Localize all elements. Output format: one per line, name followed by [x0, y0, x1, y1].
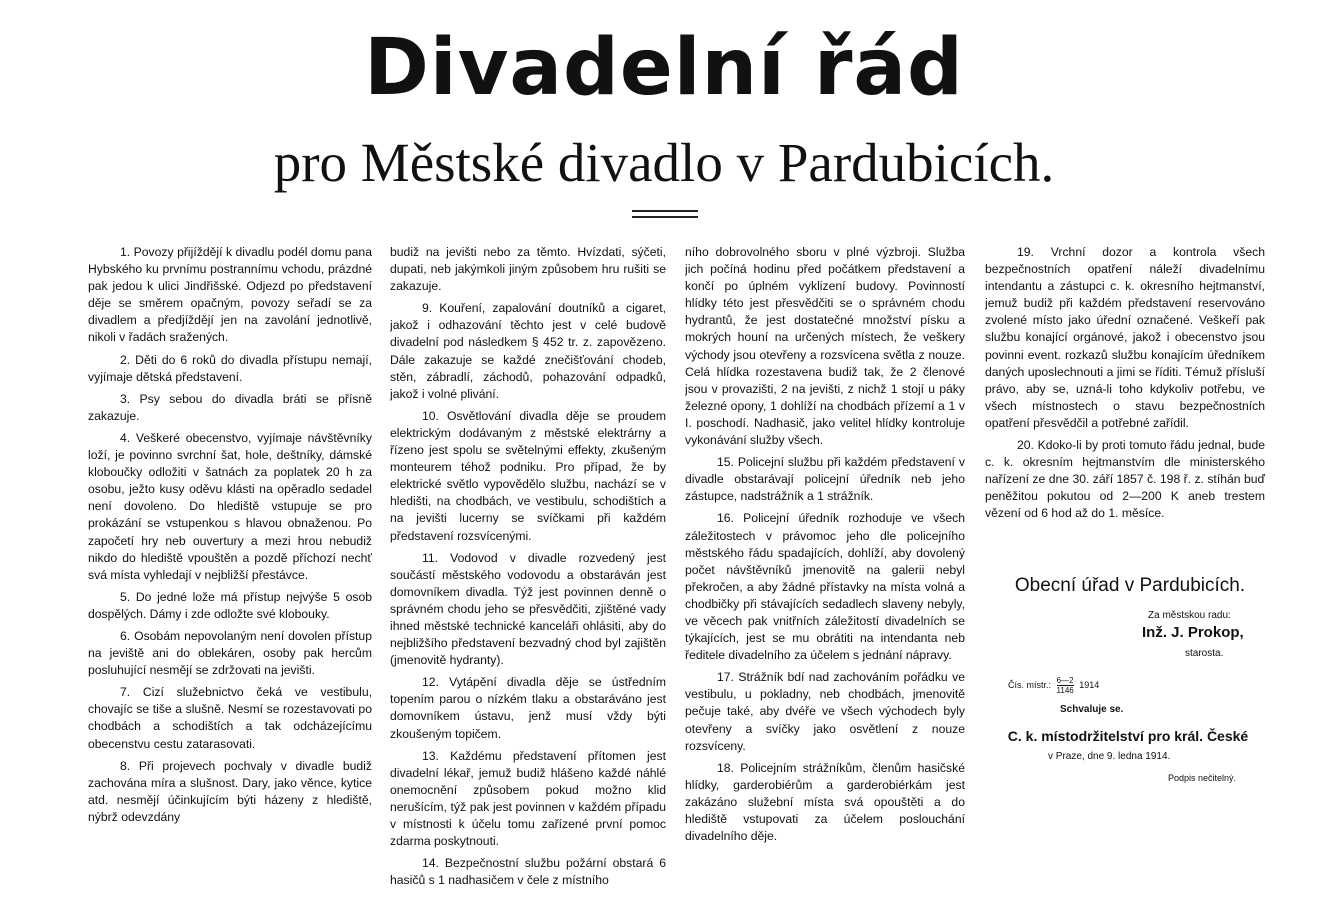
for-council-label: Za městskou radu:: [1148, 610, 1231, 621]
text-column-1: [88, 244, 372, 894]
paragraph: 20. Kdoko-li by proti tomuto řádu jednal, bude c. k. okresním hejtmanstvím dle ministerského nařízení ze dne 30. září 1857 č. 198 ř. z. stíhán buď peněžitou pokutou od 2—200 K aneb trestem vězení od 6 hod až do 1. měsíce.: [985, 438, 1265, 521]
paragraph-continuation: ního dobrovolného sboru v plné výzbroji. Služba jich počíná hodinu před počátkem představení a končí po úplném vyklizení budovy. Povinností hlídky této jest přesvědčiti se o správném chodu hydrantů, že jest dostatečné množství písku a mokrých houní na určených místech, že veškery východy jsou otevřeny a rozsvícena světla z nouze. Celá hlídka rozestavena budiž tak, že 2 členové jsou v provazišti, 2 na jevišti, z nichž 1 stojí u páky železné opony, 1 dohlíží na chodbách přízemí a 1 v I. poschodí. Nadhasič, jako velitel hlídky kontroluje vykonávání služby všech.: [685, 245, 965, 448]
issuing-office: Obecní úřad v Pardubicích.: [1014, 575, 1246, 596]
signer-role: starosta.: [1185, 648, 1224, 659]
divider-line: [632, 216, 698, 218]
paragraph: 7. Cizí služebnictvo čeká ve vestibulu, chovajíc se tiše a slušně. Nesmí se rozestavovati po chodbách a schodištích a tak odcházejícímu obecenstvu cestu zatarasovati.: [88, 685, 372, 751]
paragraph: 17. Strážník bdí nad zachováním pořádku ve vestibulu, u pokladny, neb chodbách, jmenovitě pečuje také, aby dvéře ve všech východech byly otevřeny a svíčky jako osvětlení z nouze rozsvíceny.: [685, 670, 965, 753]
paragraph: 19. Vrchní dozor a kontrola všech bezpečnostních opatření náleží divadelnímu intendantu a zástupci c. k. okresního hejtmanství, jemuž budiž při každém představení reservováno zvolené místo jako úřední označené. Veškeří pak službu konající orgánové, jakož i obecenstvo jsou povinni event. rozkazů službu konajícím úředníkem daných uposlechnouti a jimi se říditi. Témuž přísluší právo, aby se, uzná-li toho kdykoliv potřebu, ve všech místnostech o stavu bezpečnostních opatření přesvědčil a potřebné zařídil.: [985, 245, 1265, 430]
paragraph: 15. Policejní službu při každém představení v divadle obstarávají policejní úředník neb jeho zástupce, nadstrážník a 1 strážník.: [685, 455, 965, 504]
paragraph: 9. Kouření, zapalování doutníků a cigaret, jakož i odhazování těchto jest v celé budově divadelní pod následkem § 452 tr. z. zapovězeno. Dále zakazuje se každé znečišťování chodeb, stěn, zábradlí, záchodů, pohazování odpadků, jakož i volné plivání.: [390, 301, 666, 401]
signature-note: Podpis nečitelný.: [1168, 773, 1237, 783]
text-column-4: [985, 244, 1265, 894]
text-column-2: [390, 244, 666, 894]
approving-authority: C. k. místodržitelství pro král. České: [1007, 728, 1249, 744]
paragraph: 13. Každému představení přítomen jest divadelní lékař, jemuž budiž hlášeno každé náhlé onemocnění způsobem pokud možno klid nerušícím, týž pak jest povinnen v každém případu v místnosti k účelu tomu zařízené první pomoc zdarma poskytnouti.: [390, 748, 666, 849]
paragraph: 14. Bezpečnostní službu požární obstará 6 hasičů s 1 nadhasičem v čele z místního: [390, 856, 666, 888]
reference-year: 1914: [1079, 679, 1100, 690]
page-subtitle: pro Městské divadlo v Pardubicích.: [273, 132, 1055, 193]
paragraph: 11. Vodovod v divadle rozvedený jest součástí městského vodovodu a obstaráván jest domovníkem divadla. Týž jest povinnen denně o správném chodu jeho se přesvědčiti, zjištěné vady ihned městské technické kanceláři ohlásiti, aby do nejbližšího představení bezvadný chod byl zajištěn (jmenovitě hydranty).: [390, 550, 666, 668]
paragraph: 8. Při projevech pochvaly v divadle budiž zachována míra a slušnost. Dary, jako věnce, kytice atd. nesmějí účinkujícím býti házeny z hlediště, nýbrž odevzdány: [88, 758, 372, 824]
reference-denominator: 1146: [1056, 686, 1074, 695]
signer-name: Inž. J. Prokop,: [1142, 624, 1244, 641]
approval-note: Schvaluje se.: [1060, 704, 1124, 715]
place-and-date: v Praze, dne 9. ledna 1914.: [1048, 751, 1171, 762]
reference-label: Čís. místr.:: [1008, 679, 1052, 690]
paragraph: 12. Vytápění divadla děje se ústředním topením parou o nízkém tlaku a obstaráváno jest domovníkem ústavu, jenž musí vždy býti zkoušeným topičem.: [390, 675, 666, 741]
paragraph: 6. Osobám nepovolaným není dovolen přístup na jeviště ani do oblekáren, osoby pak hercům posluhující nesmějí se zdržovati na jevišti.: [88, 628, 372, 678]
paragraph: 5. Do jedné lože má přístup nejvýše 5 osob dospělých. Dámy i zde odložte své klobouky.: [88, 589, 372, 621]
paragraph-continuation: budiž na jevišti nebo za těmto. Hvízdati, sýčeti, dupati, neb jakýmkoli jiným způsobem hru rušiti se zakazuje.: [390, 245, 666, 294]
paragraph: 16. Policejní úředník rozhoduje ve všech záležitostech v právomoc jeho dle policejního městského řádu spadajících, dohlíží, aby dovolený počet návštěvníků jmenovitě na galerii nebyl překročen, a aby žádné přístavky na místa volná a chodbičky při stávajících sedadlech slaveny nebyly, ve věcech pak vnitřních záležitostí divadelních se týkajících, jest se mu obrátiti na intendanta neb ředitele divadelního za účelem s jednání nápravy.: [685, 511, 965, 663]
reference-number: [1008, 676, 1099, 695]
paragraph: 3. Psy sebou do divadla bráti se přísně zakazuje.: [88, 391, 372, 423]
paragraph: 4. Veškeré obecenstvo, vyjímaje návštěvníky loží, je povinno svrchní šat, hole, deštníky, dámské kloboučky odložiti v šatnách za poplatek 20 h za osobu, ježto kusy oděvu klásti na opěradlo sedadel není dovoleno. Do hlediště vstupuje se pro prokázání se vstupenkou s hlavou obnaženou. Po započetí hry neb ouvertury a mezi hrou nebudiž nikdo do hlediště vpouštěn a pozdě příchozí nechť svá místa vyhledají v nejbližší přestávce.: [88, 430, 372, 582]
paragraph: 10. Osvětlování divadla děje se proudem elektrickým dodávaným z městské elektrárny a řízeno jest spolu se světelnými effekty, zkušeným monteurem téhož podniku. Pro případ, že by elektrické světlo vypovědělo službu, nachází se v hledišti, na chodbách, ve vestibulu, schodištích a na jevišti lucerny se svíčkami při každém představení rozsvícenými.: [390, 408, 666, 543]
page-title: Divadelní řád: [364, 23, 964, 113]
divider-line: [632, 210, 698, 212]
paragraph: 1. Povozy přijíždějí k divadlu podél domu pana Hybského ku prvnímu postrannímu vchodu, prázdné pak jedou k ulici Jindřišské. Odjezd po představení děje se směrem opačným, povozy seřadí se za divadlem a předjíždějí jen na zavolání jednotlivě, nikoli v řadách sražených.: [88, 245, 372, 345]
paragraph: 18. Policejním strážníkům, členům hasičské hlídky, garderobiérům a garderobiérkám jest zakázáno služební místa svá opouštěti a do hlediště vstupovati za účelem poslouchání divadelního děje.: [685, 760, 965, 844]
paragraph: 2. Děti do 6 roků do divadla přístupu nemají, vyjímaje dětská představení.: [88, 352, 372, 384]
reference-numerator: 6—2: [1056, 676, 1074, 685]
text-column-3: [685, 244, 965, 894]
